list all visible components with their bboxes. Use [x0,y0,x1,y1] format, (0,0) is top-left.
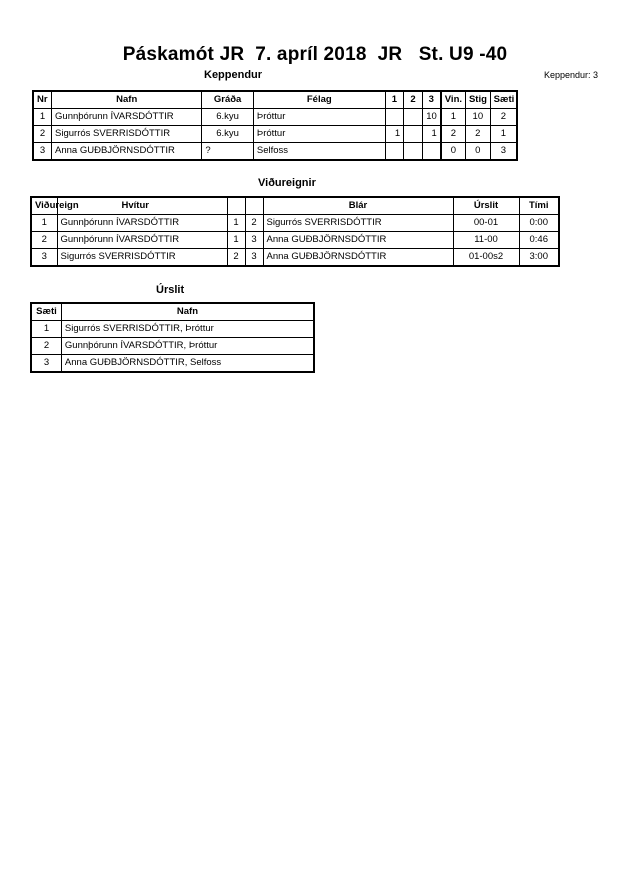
cell-felag: Þróttur [253,109,385,126]
cell-felag: Selfoss [253,143,385,161]
cell-saeti: 2 [31,338,61,355]
cell-vin: 2 [441,126,466,143]
cell-round-3 [422,143,441,161]
cell-blar: Anna GUÐBJÖRNSDÓTTIR [263,232,453,249]
cell-vin: 0 [441,143,466,161]
table-row [31,249,559,267]
header-round-2: 2 [404,91,423,109]
cell-timi: 3:00 [519,249,559,267]
vidureignir-heading: Viðureignir [258,177,316,189]
cell-stig: 0 [465,143,490,161]
cell-nafn: Sigurrós SVERRISDÓTTIR, Þróttur [61,321,314,338]
cell-grada: ? [202,143,253,161]
keppendur-table [32,90,518,161]
header-saeti: Sæti [31,303,61,321]
table-row [31,355,314,373]
header-round-1: 1 [385,91,404,109]
header-felag: Félag [253,91,385,109]
cell-timi: 0:46 [519,232,559,249]
header-nafn: Nafn [52,91,202,109]
header-hvitur: Hvítur [57,197,227,215]
page-title: Páskamót JR 7. apríl 2018 JR St. U9 -40 [122,44,508,65]
cell-hvitur: Sigurrós SVERRISDÓTTIR [57,249,227,267]
keppendur-header-row [33,91,517,109]
cell-round-1: 1 [385,126,404,143]
header-nafn: Nafn [61,303,314,321]
cell-nr: 3 [33,143,52,161]
cell-urslit: 00-01 [453,215,519,232]
cell-stig: 10 [465,109,490,126]
cell-blar-nr: 3 [245,232,263,249]
cell-blar: Sigurrós SVERRISDÓTTIR [263,215,453,232]
table-row [31,215,559,232]
cell-saeti: 1 [490,126,517,143]
cell-match-nr: 1 [31,215,57,232]
cell-felag: Þróttur [253,126,385,143]
vidureignir-header-row [31,197,559,215]
cell-nr: 1 [33,109,52,126]
cell-nafn: Anna GUÐBJÖRNSDÓTTIR, Selfoss [61,355,314,373]
header-stig: Stig [465,91,490,109]
urslit-heading: Úrslit [156,284,185,296]
cell-saeti: 3 [490,143,517,161]
cell-match-nr: 3 [31,249,57,267]
cell-round-2 [404,109,423,126]
cell-round-2 [404,143,423,161]
cell-hvitur-nr: 2 [227,249,245,267]
vidureignir-table [30,196,560,267]
cell-grada: 6.kyu [202,109,253,126]
cell-match-nr: 2 [31,232,57,249]
cell-vin: 1 [441,109,466,126]
cell-urslit: 11-00 [453,232,519,249]
keppendur-heading: Keppendur [204,69,263,81]
competitor-count: Keppendur: 3 [543,70,598,80]
cell-round-2 [404,126,423,143]
header-round-3: 3 [422,91,441,109]
cell-nafn: Anna GUÐBJÖRNSDÓTTIR [52,143,202,161]
cell-nafn: Gunnþórunn ÍVARSDÓTTIR, Þróttur [61,338,314,355]
table-row [33,109,517,126]
header-nr: Nr [33,91,52,109]
cell-hvitur: Gunnþórunn ÍVARSDÓTTIR [57,232,227,249]
cell-blar-nr: 2 [245,215,263,232]
cell-saeti: 3 [31,355,61,373]
header-vin: Vin. [441,91,466,109]
header-blank-h [227,197,245,215]
cell-round-1 [385,143,404,161]
cell-hvitur: Gunnþórunn ÍVARSDÓTTIR [57,215,227,232]
cell-blar-nr: 3 [245,249,263,267]
cell-hvitur-nr: 1 [227,215,245,232]
cell-nafn: Gunnþórunn ÍVARSDÓTTIR [52,109,202,126]
cell-urslit: 01-00s2 [453,249,519,267]
cell-blar: Anna GUÐBJÖRNSDÓTTIR [263,249,453,267]
table-row [31,321,314,338]
table-row [31,338,314,355]
header-vidureign: Viðureign [31,197,57,215]
table-row [31,232,559,249]
urslit-header-row [31,303,314,321]
cell-saeti: 2 [490,109,517,126]
header-saeti: Sæti [490,91,517,109]
cell-nr: 2 [33,126,52,143]
cell-round-3: 10 [422,109,441,126]
table-row [33,143,517,161]
cell-timi: 0:00 [519,215,559,232]
header-timi: Tími [519,197,559,215]
cell-hvitur-nr: 1 [227,232,245,249]
header-blar: Blár [263,197,453,215]
cell-round-1 [385,109,404,126]
cell-grada: 6.kyu [202,126,253,143]
cell-saeti: 1 [31,321,61,338]
cell-stig: 2 [465,126,490,143]
table-row [33,126,517,143]
urslit-table [30,302,315,373]
cell-nafn: Sigurrós SVERRISDÓTTIR [52,126,202,143]
header-grada: Gráða [202,91,253,109]
header-blank-b [245,197,263,215]
header-urslit: Úrslit [453,197,519,215]
cell-round-3: 1 [422,126,441,143]
